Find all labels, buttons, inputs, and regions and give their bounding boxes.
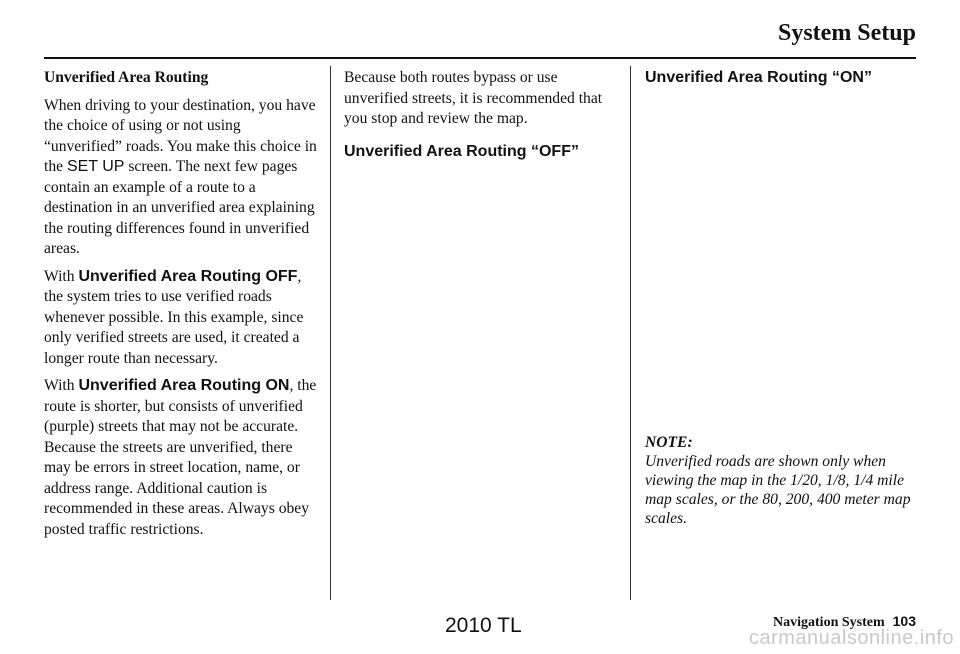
on-paragraph [44, 376, 320, 540]
setup-term: SET UP [66, 158, 125, 175]
column-3 [645, 68, 923, 96]
model-label: 2010 TL [445, 614, 522, 637]
column-1 [44, 68, 320, 547]
page-title: System Setup [777, 20, 916, 46]
off-term: Unverified Area Routing OFF [78, 267, 298, 285]
off-heading: Unverified Area Routing “OFF” [344, 142, 579, 160]
column-divider-1 [330, 66, 331, 600]
header-rule [44, 57, 916, 59]
note-block [645, 433, 920, 528]
intro-text-a: When driving to your destination, you have the choice of using or not using “unverified” roads. You make this choice in the [44, 96, 317, 175]
section-heading: Unverified Area Routing [44, 69, 209, 86]
review-paragraph: Because both routes bypass or use unverified streets, it is recommended that you stop and review the map. [344, 69, 603, 127]
intro-paragraph [44, 96, 320, 260]
note-text: Unverified roads are shown only when viewing the map in the 1/20, 1/8, 1/4 mile map scales, or the 80, 200, 400 meter map scales. [645, 453, 911, 527]
page-number: 103 [892, 613, 916, 629]
off-paragraph [44, 267, 320, 370]
site-watermark: carmanualsonline.info [748, 627, 954, 649]
on-text: , the route is shorter, but consists of unverified (purple) streets that may not be accurate. Because the streets are unverified, there may be errors in street location, name, or address range. Additional caution is recommended in these areas. Always obey posted traffic restrictions. [44, 377, 317, 538]
on-term: Unverified Area Routing ON [78, 377, 290, 394]
off-with: With [44, 267, 79, 285]
on-with: With [44, 377, 79, 394]
column-divider-2 [630, 66, 631, 600]
on-heading: Unverified Area Routing “ON” [645, 69, 872, 86]
note-heading: NOTE: [645, 434, 693, 451]
off-text: , the system tries to use verified roads whenever possible. In this example, since only verified streets are used, it created a longer route than necessary. [44, 267, 304, 367]
footer-section: Navigation System [773, 615, 885, 630]
intro-text-b: screen. The next few pages contain an example of a route to a destination in an unverified area explaining the routing differences found in unverified areas. [44, 158, 315, 257]
column-2 [344, 68, 608, 169]
